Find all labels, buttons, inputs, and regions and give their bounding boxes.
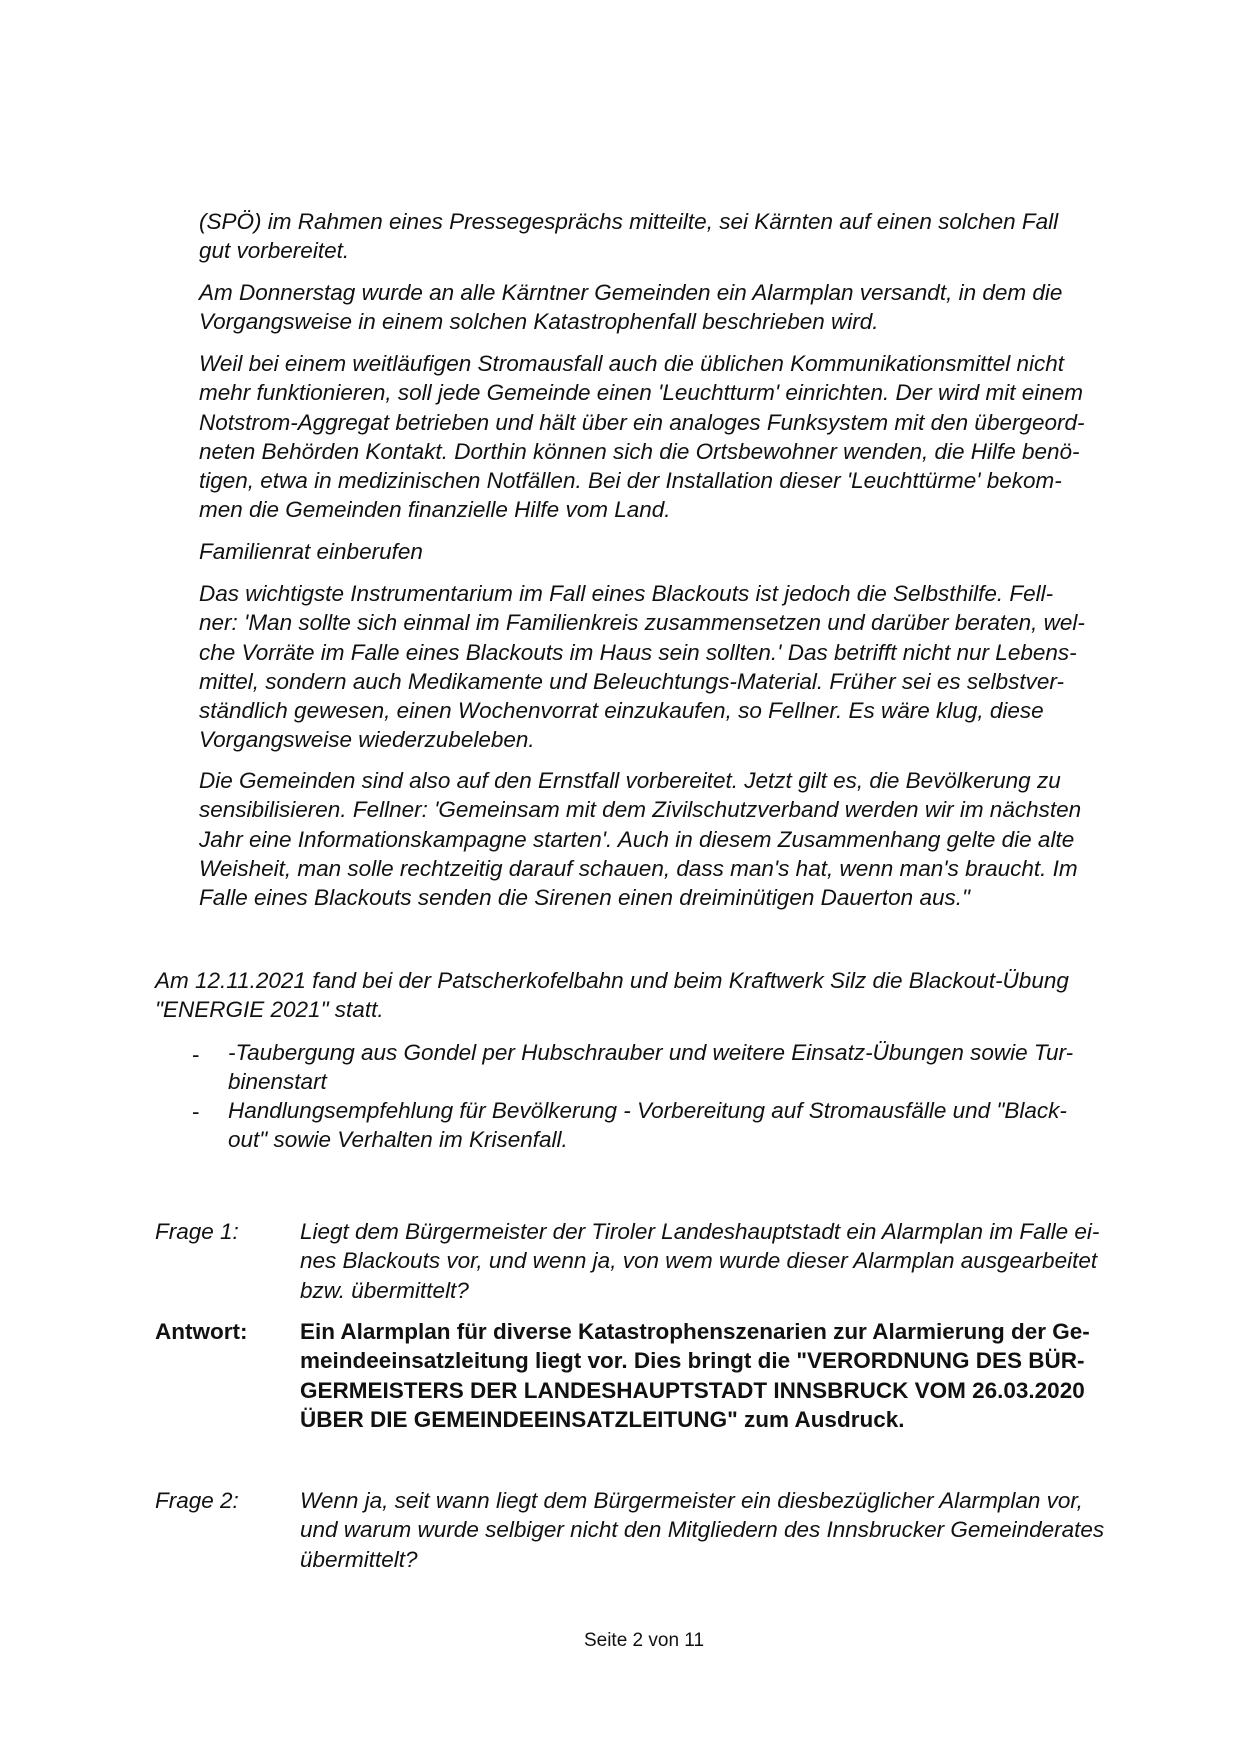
paragraph: Die Gemeinden sind also auf den Ernstfall vorbereitet. Jetzt gilt es, die Bevölkerung zu sensibilisieren. Fellner: 'Gemeinsam mit dem Zivilschutzverband werden wir im nächsten Jahr eine Informationskampagne starten'. Auch in diesem Zusammenhang gelte die alte Weisheit, man solle rechtzeitig darauf schauen, dass man's hat, wenn man's braucht. Im Falle eines Blackouts senden die Sirenen einen dreiminütigen Dauerton aus." [199,768,1082,911]
bullet-marker: - [192,1042,200,1067]
list-item: -Taubergung aus Gondel per Hubschrauber und weitere Einsatz-Übungen sowie Tur- binenstart [228,1040,1074,1095]
list-item: Handlungsempfehlung für Bevölkerung - Vorbereitung auf Stromausfälle und "Black- out" sowie Verhalten im Krisenfall. [228,1098,1067,1153]
answer-text: Ein Alarmplan für diverse Katastrophenszenarien zur Alarmierung der Ge- meindeeinsatzleitung liegt vor. Dies bringt die "VERORDNUNG DES BÜR- GERMEISTERS DER LANDESHAUPTSTADT INNSBRUCK VOM 26.03.2020 ÜBER DIE GEMEINDEEINSATZLEITUNG" zum Ausdruck. [300,1319,1090,1432]
page-number: Seite 2 von 11 [583,1630,705,1651]
answer-label: Antwort: [155,1319,248,1344]
subheading: Familienrat einberufen [199,539,423,564]
question-text: Wenn ja, seit wann liegt dem Bürgermeister ein diesbezüglicher Alarmplan vor, und warum wurde selbiger nicht den Mitgliedern des Innsbrucker Gemeinderates übermittelt? [300,1488,1105,1572]
question-text: Liegt dem Bürgermeister der Tiroler Landeshauptstadt ein Alarmplan im Falle ei- nes Blackouts vor, und wenn ja, von wem wurde dieser Alarmplan ausgearbeitet bzw. übermittelt? [300,1219,1100,1303]
question-label: Frage 1: [155,1219,239,1244]
paragraph: Am 12.11.2021 fand bei der Patscherkofelbahn und beim Kraftwerk Silz die Blackout-Übung "ENERGIE 2021" statt. [155,968,1069,1023]
paragraph: (SPÖ) im Rahmen eines Pressegesprächs mitteilte, sei Kärnten auf einen solchen Fall gut vorbereitet. [199,209,1059,264]
paragraph: Weil bei einem weitläufigen Stromausfall auch die üblichen Kommunikationsmittel nicht mehr funktionieren, soll jede Gemeinde einen 'Leuchtturm' einrichten. Der wird mit einem Notstrom-Aggregat betrieben und hält über ein analoges Funksystem mit den übergeord- neten Behörden Kontakt. Dorthin können sich die Ortsbewohner wenden, die Hilfe benö- tigen, etwa in medizinischen Notfällen. Bei der Installation dieser 'Leuchttürme' bekom- men die Gemeinden finanzielle Hilfe vom Land. [199,351,1085,523]
question-label: Frage 2: [155,1488,239,1513]
bullet-marker: - [192,1099,200,1124]
paragraph: Am Donnerstag wurde an alle Kärntner Gemeinden ein Alarmplan versandt, in dem die Vorgangsweise in einem solchen Katastrophenfall beschrieben wird. [199,280,1063,335]
paragraph: Das wichtigste Instrumentarium im Fall eines Blackouts ist jedoch die Selbsthilfe. Fell- ner: 'Man sollte sich einmal im Familienkreis zusammensetzen und darüber beraten, wel- che Vorräte im Falle eines Blackouts im Haus sein sollten.' Das betrifft nicht nur Lebens- mittel, sondern auch Medikamente und Beleuchtungs-Material. Früher sei es selbstver- ständlich gewesen, einen Wochenvorrat einzukaufen, so Fellner. Es wäre klug, diese Vorgangsweise wiederzubeleben. [199,581,1085,753]
